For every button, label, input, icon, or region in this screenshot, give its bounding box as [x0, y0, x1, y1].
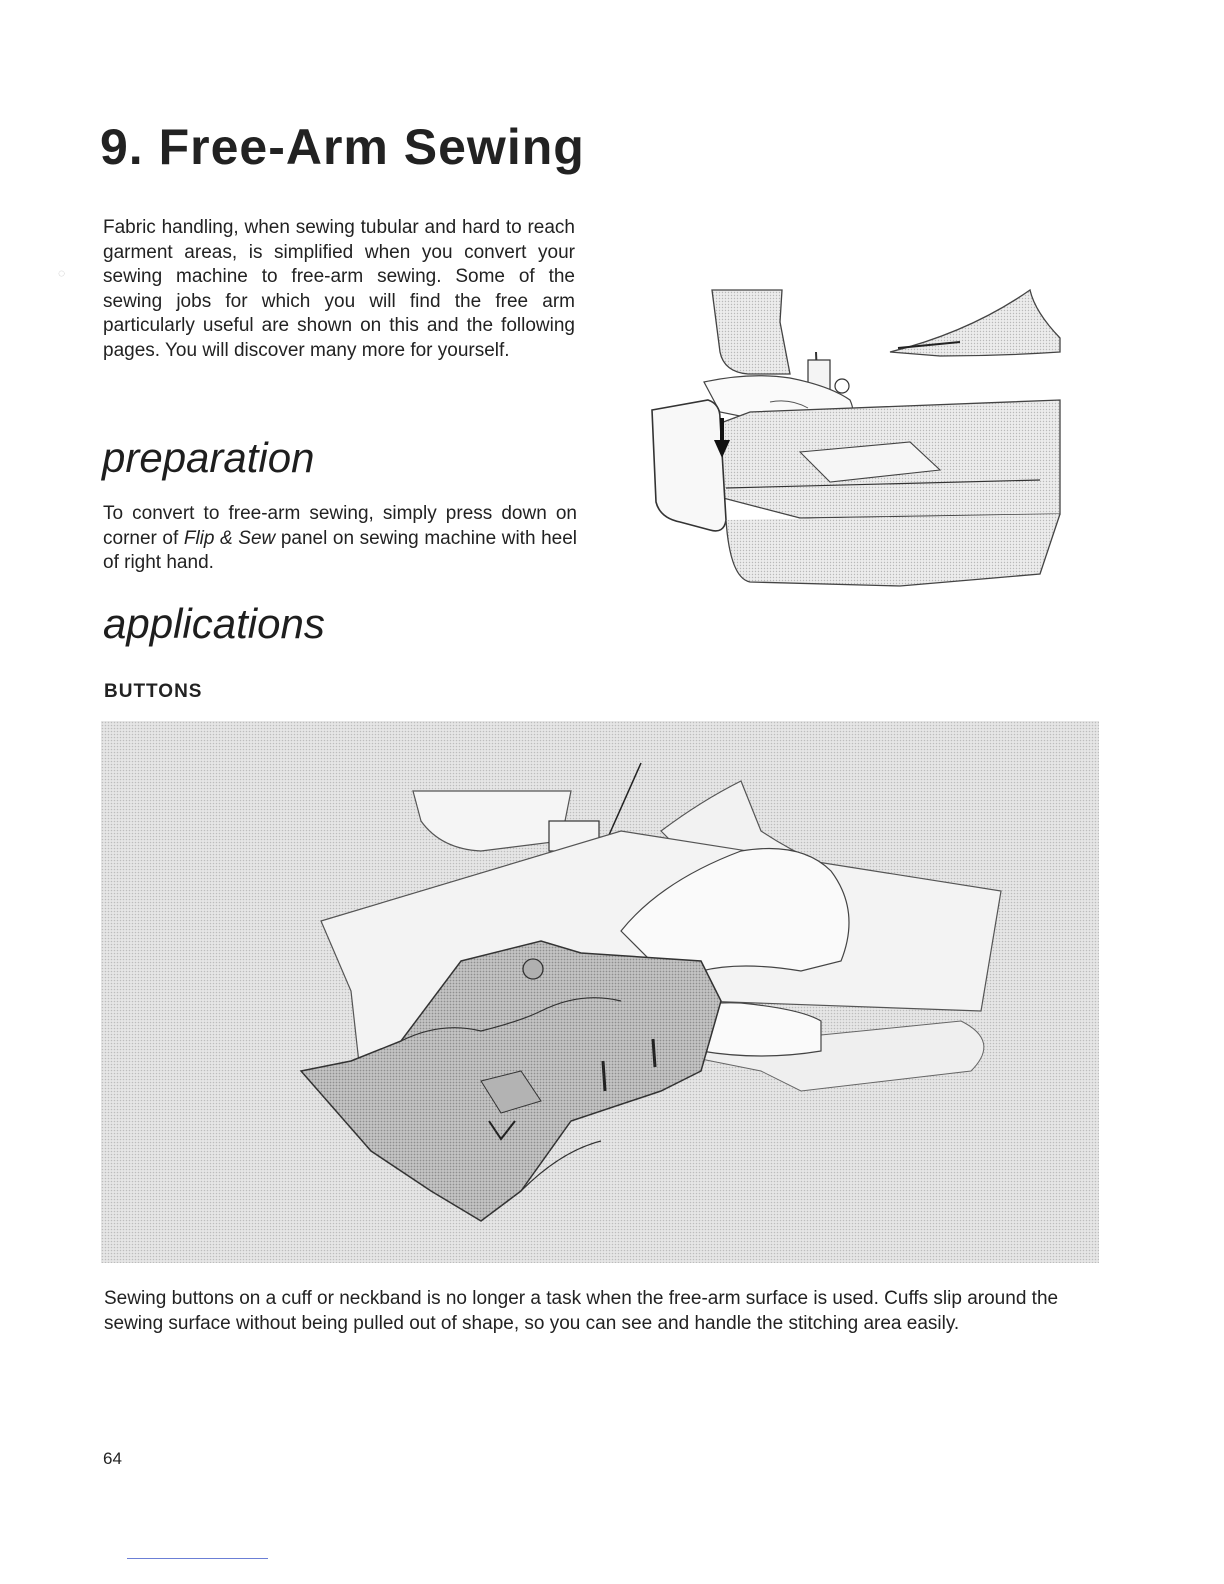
buttons-subheading: BUTTONS: [104, 681, 203, 702]
prep-text-before: To convert to free-arm sewing, simply press down on corner of: [103, 503, 577, 549]
prep-text-after: panel on sewing machine with heel of right hand.: [103, 527, 578, 573]
applications-heading: applications: [103, 600, 325, 647]
page-title: 9. Free-Arm Sewing: [100, 119, 585, 175]
intro-paragraph: Fabric handling, when sewing tubular and hard to reach garment areas, is simplified when you convert your sewing machine to free-arm sewing. Some of the sewing jobs for which you will find the free arm particularly useful are shown on this and the following pages. You will discover many more for yourself.: [103, 217, 575, 361]
preparation-paragraph: [103, 502, 577, 576]
buttons-on-cuff-illustration: [101, 721, 1099, 1263]
flip-sew-emphasis: Flip & Sew: [183, 527, 276, 549]
scan-speck-icon: ◌: [58, 266, 66, 280]
page-number: 64: [103, 1449, 122, 1468]
flip-sew-panel-illustration: [640, 282, 1072, 590]
footer-rule: [127, 1558, 268, 1559]
buttons-caption: Sewing buttons on a cuff or neckband is no longer a task when the free-arm surface is used. Cuffs slip around the sewing surface without being pulled out of shape, so you can see and handle the stitching area easily.: [104, 1288, 1059, 1334]
preparation-heading: preparation: [102, 434, 315, 481]
